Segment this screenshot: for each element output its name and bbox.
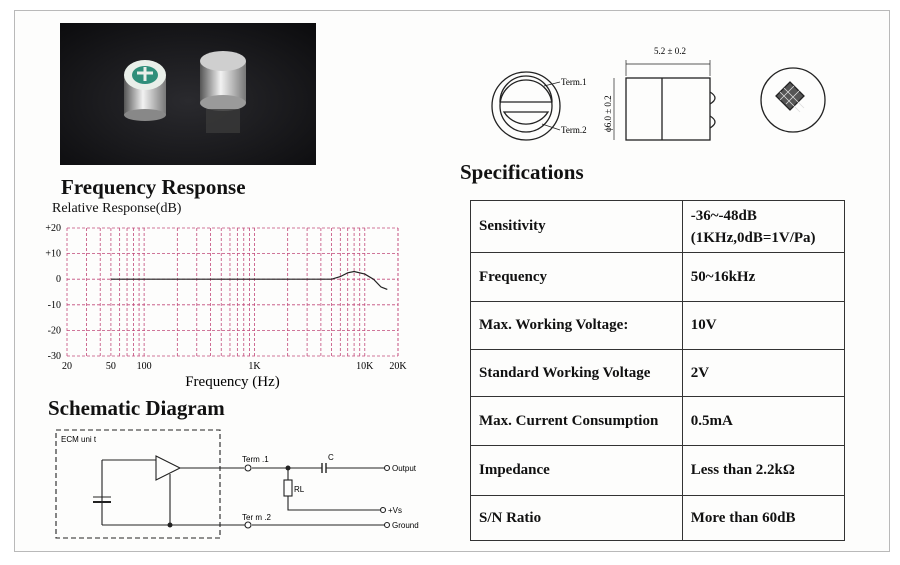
spec-key: Max. Working Voltage: xyxy=(471,302,683,350)
spec-key: Impedance xyxy=(471,446,683,496)
spec-key: S/N Ratio xyxy=(471,496,683,541)
ground-wire xyxy=(102,460,248,525)
output-label: Output xyxy=(392,464,417,473)
spec-key: Max. Current Consumption xyxy=(471,397,683,446)
x-tick-label: 10K xyxy=(356,361,374,372)
x-tick-label: 20 xyxy=(62,361,72,372)
spec-row-frequency xyxy=(471,253,845,302)
length-dimension: 5.2 ± 0.2 xyxy=(654,46,686,56)
x-tick-label: 20K xyxy=(389,361,407,372)
side-view xyxy=(614,60,715,140)
spec-key: Standard Working Voltage xyxy=(471,350,683,397)
y-tick-label: 0 xyxy=(56,274,61,286)
x-tick-label: 50 xyxy=(105,361,116,372)
spec-value: Less than 2.2kΩ xyxy=(682,446,844,496)
spec-value-line: (1KHz,0dB=1V/Pa) xyxy=(690,229,816,246)
spec-row-current xyxy=(471,397,845,446)
ecm-unit-label: ECM uni t xyxy=(61,435,97,444)
specifications-heading: Specifications xyxy=(460,160,584,184)
spec-row-impedance xyxy=(471,446,845,496)
y-tick-label: -10 xyxy=(47,299,61,311)
term1-label: Term.1 xyxy=(561,77,587,87)
spec-value xyxy=(682,201,844,253)
chart-y-axis-label: Relative Response(dB) xyxy=(52,201,182,216)
spec-value: 10V xyxy=(682,302,844,350)
amplifier-symbol xyxy=(156,456,180,480)
ecm-unit-box xyxy=(56,430,220,538)
spec-row-max-voltage xyxy=(471,302,845,350)
spec-value: More than 60dB xyxy=(682,496,844,541)
spec-row-standard-voltage xyxy=(471,350,845,397)
spec-value: 2V xyxy=(682,350,844,397)
rl-label: RL xyxy=(294,485,305,494)
x-tick-label: 100 xyxy=(136,361,152,372)
dimension-drawing xyxy=(480,38,860,158)
schematic-heading: Schematic Diagram xyxy=(48,396,225,420)
spec-row-sensitivity xyxy=(471,201,845,253)
spec-row-sn-ratio xyxy=(471,496,845,541)
sch-term1-label: Term .1 xyxy=(242,455,269,464)
rl-resistor xyxy=(284,480,292,496)
spec-key: Frequency xyxy=(471,253,683,302)
chart-x-axis-label: Frequency (Hz) xyxy=(185,374,280,390)
frequency-response-chart xyxy=(30,218,410,393)
spec-key: Sensitivity xyxy=(471,201,683,253)
front-view xyxy=(492,72,560,140)
schematic-diagram xyxy=(40,420,440,545)
term2-label: Term.2 xyxy=(561,125,587,135)
capacitor-label: C xyxy=(328,453,334,462)
diameter-dimension: ϕ6.0 ± 0.2 xyxy=(603,95,613,132)
y-tick-label: -20 xyxy=(47,325,61,337)
x-tick-label: 1K xyxy=(248,361,261,372)
back-view xyxy=(761,68,825,132)
spec-value: 50~16kHz xyxy=(682,253,844,302)
y-tick-label: +20 xyxy=(45,223,61,234)
vs-label: +Vs xyxy=(388,506,403,515)
spec-value-line: -36~-48dB xyxy=(690,207,757,224)
frequency-response-heading: Frequency Response xyxy=(61,175,246,199)
y-tick-label: -30 xyxy=(47,351,61,362)
spec-value: 0.5mA xyxy=(682,397,844,446)
ground-label: Ground xyxy=(392,521,419,530)
sch-term2-label: Ter m .2 xyxy=(242,513,271,522)
y-tick-label: +10 xyxy=(45,248,61,260)
specifications-table xyxy=(470,200,845,541)
product-photo xyxy=(60,23,316,165)
